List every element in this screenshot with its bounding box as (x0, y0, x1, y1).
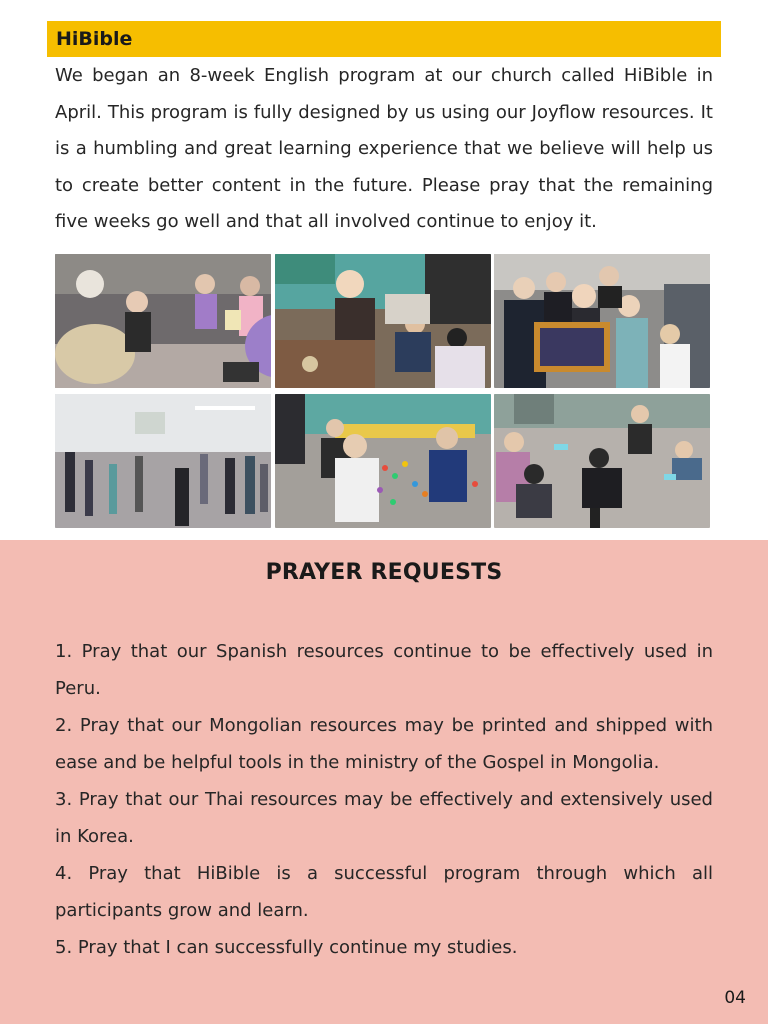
photo-children-holding-books (55, 254, 271, 388)
prayer-request-item: 2. Pray that our Mongolian resources may be printed and shipped with ease and be helpful tools in the ministry of the Gospel in Mongolia. (55, 715, 713, 773)
page-number: 04 (724, 988, 746, 1008)
prayer-request-item: 3. Pray that our Thai resources may be effectively and extensively used in Korea. (55, 789, 713, 847)
prayer-request-item: 5. Pray that I can successfully continue my studies. (55, 937, 518, 958)
prayer-request-item: 4. Pray that HiBible is a successful program through which all participants grow and learn. (55, 863, 713, 921)
section-body: We began an 8-week English program at our church called HiBible in April. This program is fully designed by us using our Joyflow resources. It is a humbling and great learning experience that we believe will help us to create better content in the future. Please pray that the remaining five weeks go well and that all involved continue to enjoy it. (55, 65, 713, 232)
prayer-requests-title: PRAYER REQUESTS (265, 560, 503, 585)
prayer-request-item: 1. Pray that our Spanish resources continue to be effectively used in Peru. (55, 641, 713, 699)
prayer-requests-list (55, 633, 713, 966)
section-title-bar (47, 21, 721, 57)
prayer-requests-section (0, 540, 768, 1024)
photo-group-with-artwork (494, 254, 710, 388)
photo-playing-on-floor (494, 394, 710, 528)
photo-leader-with-microphone (275, 254, 491, 388)
photo-ball-game (275, 394, 491, 528)
section-title: HiBible (56, 28, 133, 50)
photo-gym-activity (55, 394, 271, 528)
